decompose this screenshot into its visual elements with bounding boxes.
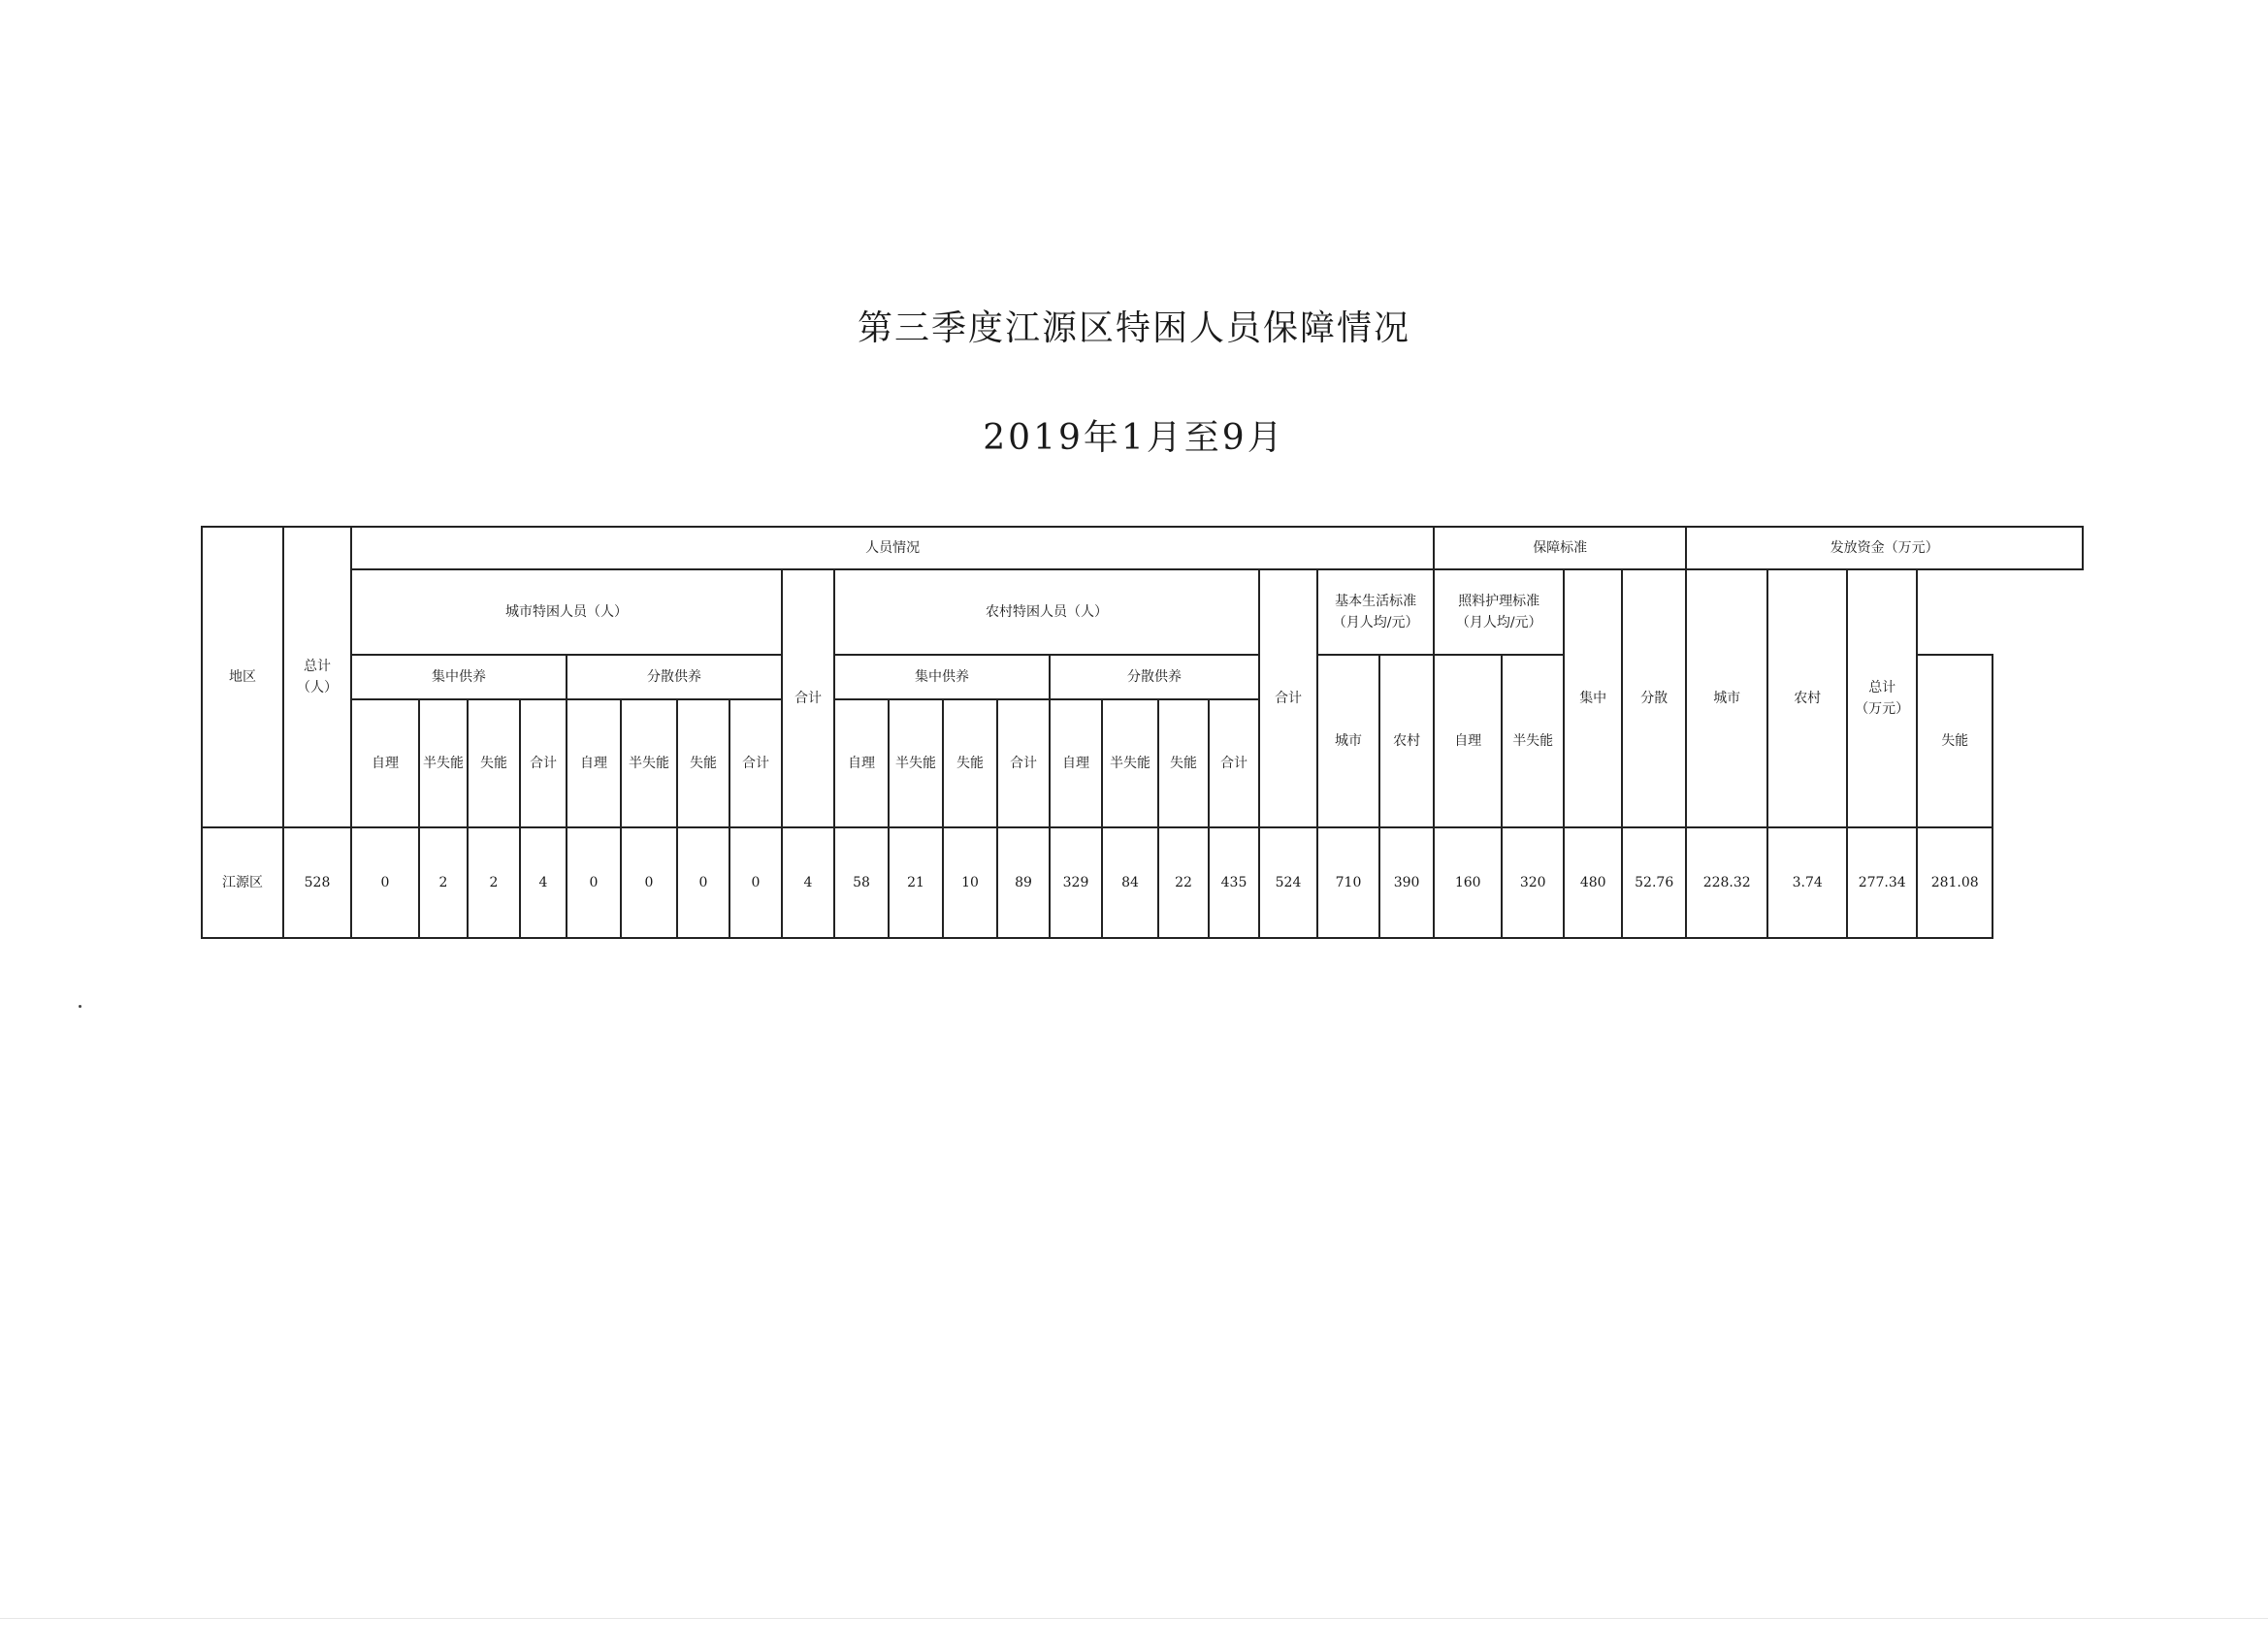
header-urban-centralized-semi: 半失能 — [419, 699, 468, 827]
cell-urban-centralized-disabled: 2 — [468, 827, 520, 938]
header-std-rural: 农村 — [1379, 655, 1434, 827]
header-care-disabled: 失能 — [1917, 655, 1993, 827]
header-funds: 发放资金（万元） — [1686, 527, 2083, 569]
header-rural-total: 合计 — [1259, 569, 1317, 827]
cell-urban-centralized-subtotal: 4 — [520, 827, 567, 938]
scan-speck — [79, 1005, 81, 1008]
header-rural-centralized-semi: 半失能 — [889, 699, 943, 827]
header-fund-urban: 城市 — [1686, 569, 1767, 827]
header-rural-dispersed: 分散供养 — [1050, 655, 1259, 699]
cell-urban-dispersed-self: 0 — [567, 827, 621, 938]
header-rural-centralized-self: 自理 — [834, 699, 889, 827]
header-personnel: 人员情况 — [351, 527, 1434, 569]
cell-rural-total: 524 — [1259, 827, 1317, 938]
header-urban-centralized-disabled: 失能 — [468, 699, 520, 827]
cell-rural-centralized-subtotal: 89 — [997, 827, 1050, 938]
header-rural-centralized-disabled: 失能 — [943, 699, 997, 827]
header-row-1 — [202, 527, 2083, 569]
header-fund-dispersed: 分散 — [1622, 569, 1686, 827]
cell-fund-urban: 3.74 — [1767, 827, 1847, 938]
header-fund-total: 总计 （万元） — [1847, 569, 1917, 827]
table-row — [202, 827, 2083, 938]
header-region: 地区 — [202, 527, 283, 827]
header-rural-centralized: 集中供养 — [834, 655, 1050, 699]
cell-rural-centralized-self: 58 — [834, 827, 889, 938]
header-urban: 城市特困人员（人） — [351, 569, 782, 655]
header-rural-dispersed-subtotal: 合计 — [1209, 699, 1259, 827]
header-rural-dispersed-semi: 半失能 — [1102, 699, 1158, 827]
document-subtitle: 2019年1月至9月 — [983, 418, 1285, 458]
cell-urban-dispersed-subtotal: 0 — [729, 827, 782, 938]
header-urban-centralized: 集中供养 — [351, 655, 567, 699]
cell-fund-centralized: 52.76 — [1622, 827, 1686, 938]
header-fund-centralized: 集中 — [1564, 569, 1622, 827]
guarantee-table — [201, 526, 2084, 939]
header-care-self: 自理 — [1434, 655, 1502, 827]
header-rural-centralized-subtotal: 合计 — [997, 699, 1050, 827]
scan-edge-line — [0, 1618, 2268, 1619]
cell-rural-centralized-disabled: 10 — [943, 827, 997, 938]
cell-fund-rural: 277.34 — [1847, 827, 1917, 938]
header-care-standard: 照料护理标准 （月人均/元） — [1434, 569, 1564, 655]
cell-region: 江源区 — [202, 827, 283, 938]
header-fund-rural: 农村 — [1767, 569, 1847, 827]
cell-care-disabled: 480 — [1564, 827, 1622, 938]
header-urban-total: 合计 — [782, 569, 834, 827]
header-basic-living: 基本生活标准 （月人均/元） — [1317, 569, 1434, 655]
header-care-semi: 半失能 — [1502, 655, 1564, 827]
header-rural-dispersed-self: 自理 — [1050, 699, 1102, 827]
cell-fund-dispersed: 228.32 — [1686, 827, 1767, 938]
header-total: 总计 （人） — [283, 527, 351, 827]
cell-basic-living-rural: 390 — [1379, 827, 1434, 938]
header-urban-dispersed-self: 自理 — [567, 699, 621, 827]
header-urban-dispersed: 分散供养 — [567, 655, 782, 699]
header-row-2 — [202, 569, 2083, 655]
header-urban-dispersed-semi: 半失能 — [621, 699, 677, 827]
cell-care-self: 160 — [1434, 827, 1502, 938]
header-urban-dispersed-subtotal: 合计 — [729, 699, 782, 827]
cell-rural-dispersed-disabled: 22 — [1158, 827, 1209, 938]
cell-rural-centralized-semi: 21 — [889, 827, 943, 938]
cell-urban-dispersed-semi: 0 — [621, 827, 677, 938]
cell-urban-total: 4 — [782, 827, 834, 938]
cell-urban-centralized-self: 0 — [351, 827, 419, 938]
cell-rural-dispersed-semi: 84 — [1102, 827, 1158, 938]
header-guarantee-standard: 保障标准 — [1434, 527, 1686, 569]
cell-fund-total: 281.08 — [1917, 827, 1993, 938]
header-std-urban: 城市 — [1317, 655, 1379, 827]
header-urban-centralized-self: 自理 — [351, 699, 419, 827]
document-title: 第三季度江源区特困人员保障情况 — [857, 308, 1410, 348]
header-rural-dispersed-disabled: 失能 — [1158, 699, 1209, 827]
header-urban-centralized-subtotal: 合计 — [520, 699, 567, 827]
cell-care-semi: 320 — [1502, 827, 1564, 938]
header-urban-dispersed-disabled: 失能 — [677, 699, 729, 827]
cell-urban-centralized-semi: 2 — [419, 827, 468, 938]
cell-urban-dispersed-disabled: 0 — [677, 827, 729, 938]
cell-rural-dispersed-subtotal: 435 — [1209, 827, 1259, 938]
header-rural: 农村特困人员（人） — [834, 569, 1259, 655]
cell-basic-living-urban: 710 — [1317, 827, 1379, 938]
cell-rural-dispersed-self: 329 — [1050, 827, 1102, 938]
cell-total: 528 — [283, 827, 351, 938]
